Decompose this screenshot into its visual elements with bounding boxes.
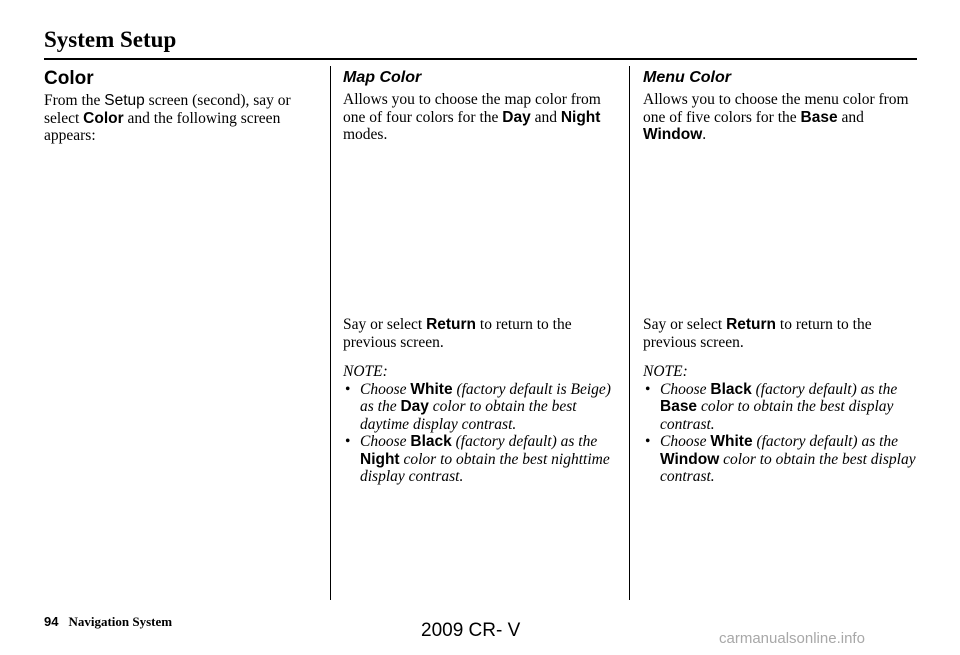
menu-color-description: Allows you to choose the menu color from one of five colors for the Base and Window. xyxy=(643,91,909,143)
bullet-icon: • xyxy=(345,380,351,398)
note-keyword: Day xyxy=(400,398,429,415)
page-title: System Setup xyxy=(44,27,177,52)
column-divider-right xyxy=(629,66,630,600)
note-item: • Choose White (factory default) as the Window color to obtain the best display contrast. xyxy=(645,433,916,485)
map-color-description: Allows you to choose the map color from one of four colors for the Day and Night modes. xyxy=(343,91,601,143)
page-number: 94 xyxy=(44,614,59,629)
model-label: 2009 CR- V xyxy=(421,620,521,641)
note-keyword: Base xyxy=(660,398,698,415)
note-keyword: White xyxy=(710,433,753,450)
return-instruction: Say or select Return to return to the previous screen. xyxy=(643,316,872,351)
note-label: NOTE: xyxy=(643,363,688,380)
color-section xyxy=(44,66,322,145)
note-keyword: Window xyxy=(660,450,720,468)
return-keyword: Return xyxy=(426,316,477,333)
note-list xyxy=(643,381,923,486)
map-color-heading: Map Color xyxy=(343,69,422,86)
color-keyword: Color xyxy=(83,109,124,127)
menu-color-instructions xyxy=(643,316,923,486)
setup-keyword: Setup xyxy=(104,92,145,109)
return-instruction: Say or select Return to return to the previous screen. xyxy=(343,316,572,351)
note-keyword: Black xyxy=(710,380,752,398)
map-color-instructions xyxy=(343,316,623,486)
menu-color-heading: Menu Color xyxy=(643,69,731,86)
return-keyword: Return xyxy=(726,316,777,333)
note-item: • Choose Black (factory default) as the Base color to obtain the best display contrast. xyxy=(645,380,898,433)
note-item: • Choose White (factory default is Beige) as the Day color to obtain the best daytime display contrast. xyxy=(345,380,611,433)
note-keyword: White xyxy=(410,380,453,398)
note-keyword: Night xyxy=(360,450,400,468)
bullet-icon: • xyxy=(345,433,351,450)
color-intro: From the Setup screen (second), say or select Color and the following screen appears: xyxy=(44,92,291,144)
window-keyword: Window xyxy=(643,126,703,143)
note-item: • Choose Black (factory default) as the Night color to obtain the best nighttime display contrast. xyxy=(345,433,610,485)
note-list xyxy=(343,381,623,486)
base-keyword: Base xyxy=(800,108,838,126)
color-heading: Color xyxy=(44,68,94,89)
menu-color-section xyxy=(643,66,923,600)
column-divider-left xyxy=(330,66,331,600)
day-keyword: Day xyxy=(502,108,531,126)
map-color-section xyxy=(343,66,623,600)
page-footer xyxy=(44,614,172,630)
note-label: NOTE: xyxy=(343,363,388,380)
watermark: carmanualsonline.info xyxy=(719,630,865,647)
bullet-icon: • xyxy=(645,433,651,450)
footer-section: Navigation System xyxy=(68,614,173,629)
note-keyword: Black xyxy=(410,433,452,450)
header-rule xyxy=(44,58,917,60)
bullet-icon: • xyxy=(645,380,651,398)
night-keyword: Night xyxy=(560,108,601,126)
